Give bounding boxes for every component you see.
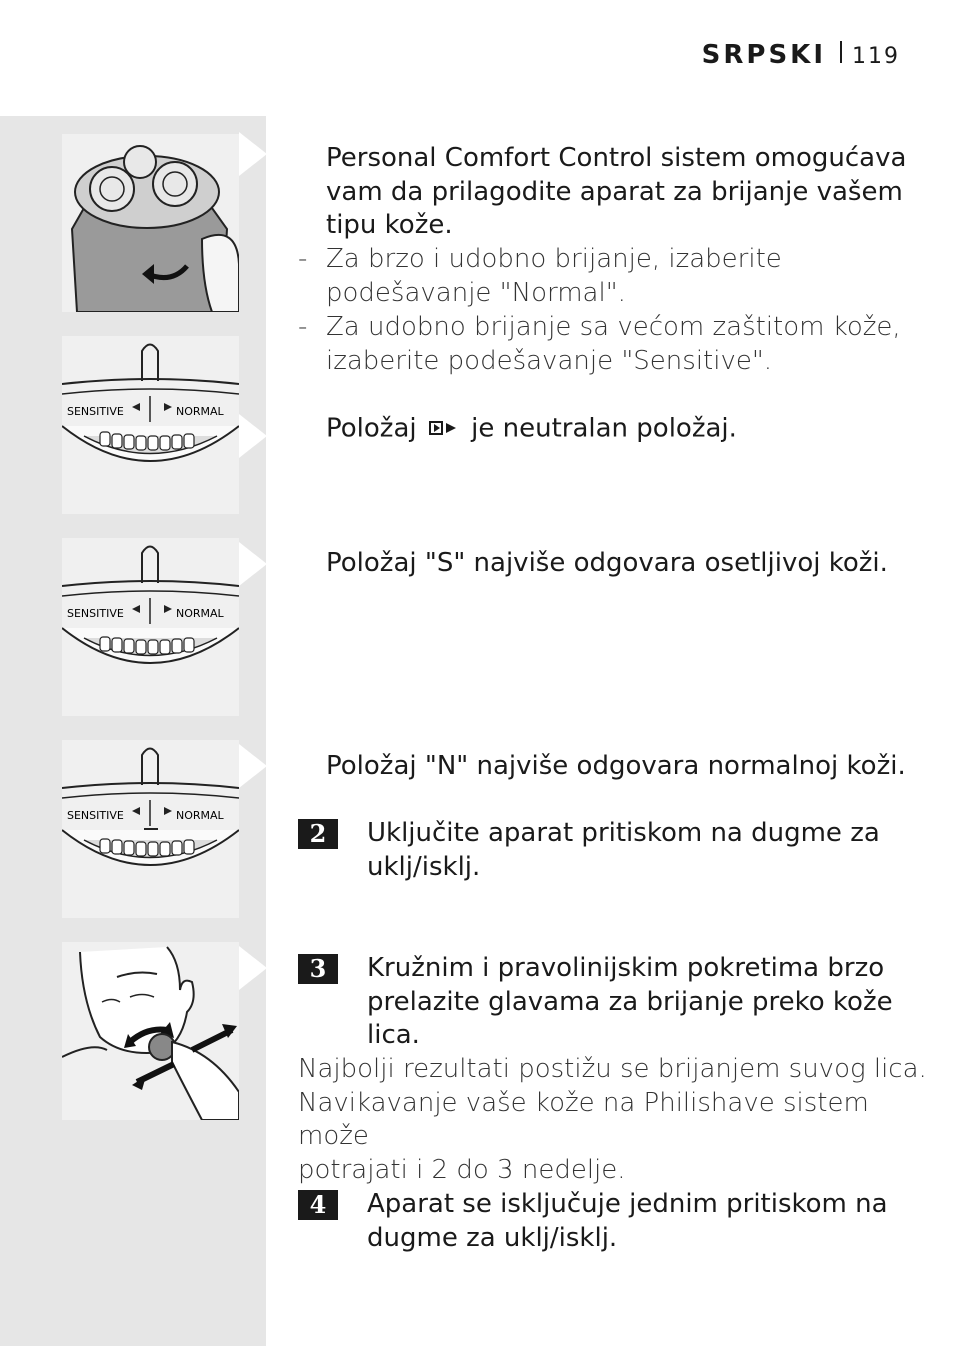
step-line: lica. bbox=[367, 1020, 420, 1050]
step-line: Uključite aparat pritiskom na dugme za bbox=[367, 818, 880, 848]
dial-neutral-illustration bbox=[62, 336, 239, 514]
dial-neutral-icon bbox=[62, 336, 239, 514]
page-header bbox=[702, 40, 900, 70]
sensitive-label: SENSITIVE bbox=[67, 809, 124, 822]
sensitive-position-note: Položaj "S" najviše odgovara osetljivoj koži. bbox=[326, 548, 888, 578]
normal-label: NORMAL bbox=[176, 607, 224, 620]
sensitive-label: SENSITIVE bbox=[67, 607, 124, 620]
panel-pointer bbox=[239, 946, 267, 990]
bullet-line: Za udobno brijanje sa većom zaštitom kože, bbox=[326, 312, 901, 342]
neutral-after: je neutralan položaj. bbox=[471, 413, 737, 444]
step-line: prelazite glavama za brijanje preko kože bbox=[367, 986, 893, 1017]
panel-pointer bbox=[239, 744, 267, 788]
neutral-position-note bbox=[326, 412, 926, 446]
bullet-line: Za brzo i udobno brijanje, izaberite bbox=[326, 244, 782, 274]
page-number: 119 bbox=[852, 44, 900, 69]
tip-line: potrajati i 2 do 3 nedelje. bbox=[298, 1154, 626, 1185]
language-label: SRPSKI bbox=[701, 40, 826, 70]
intro-line: Personal Comfort Control sistem omogućava bbox=[326, 143, 907, 173]
normal-position-note: Položaj "N" najviše odgovara normalnoj koži. bbox=[326, 751, 906, 781]
step-3-text bbox=[367, 952, 937, 1053]
bullet-sensitive bbox=[326, 311, 926, 378]
panel-pointer bbox=[239, 414, 267, 458]
bullet-line: izaberite podešavanje "Sensitive". bbox=[326, 345, 773, 376]
bullet-normal bbox=[326, 243, 926, 310]
intro-paragraph bbox=[326, 142, 926, 243]
step-line: uklj/isklj. bbox=[367, 851, 481, 882]
step-line: Kružnim i pravolinijskim pokretima brzo bbox=[367, 953, 885, 983]
tip-line: Najbolji rezultati postižu se brijanjem suvog lica. bbox=[298, 1054, 927, 1084]
dial-sensitive-icon bbox=[62, 538, 239, 716]
bullet-marker: - bbox=[298, 312, 308, 342]
step-number: 2 bbox=[298, 819, 338, 849]
bullet-line: podešavanje "Normal". bbox=[326, 277, 626, 308]
normal-label: NORMAL bbox=[176, 405, 224, 418]
normal-label: NORMAL bbox=[176, 809, 224, 822]
step-number: 3 bbox=[298, 954, 338, 984]
dial-normal-illustration bbox=[62, 740, 239, 918]
step-line: Aparat se isključuje jednim pritiskom na bbox=[367, 1189, 888, 1219]
face-shaving-illustration bbox=[62, 942, 239, 1120]
intro-line: vam da prilagodite aparat za brijanje vašem bbox=[326, 176, 903, 207]
tip-line: Navikavanje vaše kože na Philishave sistem može bbox=[298, 1087, 869, 1151]
neutral-position-icon bbox=[429, 412, 459, 446]
panel-pointer bbox=[239, 542, 267, 586]
step-2-text bbox=[367, 817, 937, 884]
bullet-marker: - bbox=[298, 244, 308, 274]
dial-normal-icon bbox=[62, 740, 239, 918]
tip-paragraph bbox=[298, 1053, 938, 1187]
step-line: dugme za uklj/isklj. bbox=[367, 1222, 618, 1253]
neutral-before: Položaj bbox=[326, 413, 417, 444]
face-shaving-icon bbox=[62, 942, 239, 1120]
shaver-dial-illustration bbox=[62, 134, 239, 312]
sensitive-label: SENSITIVE bbox=[67, 405, 124, 418]
panel-pointer bbox=[239, 132, 267, 176]
step-4-text bbox=[367, 1188, 937, 1255]
shaver-head-icon bbox=[62, 134, 239, 312]
intro-line: tipu kože. bbox=[326, 210, 453, 240]
dial-sensitive-illustration bbox=[62, 538, 239, 716]
header-divider bbox=[840, 41, 842, 63]
step-number: 4 bbox=[298, 1190, 338, 1220]
